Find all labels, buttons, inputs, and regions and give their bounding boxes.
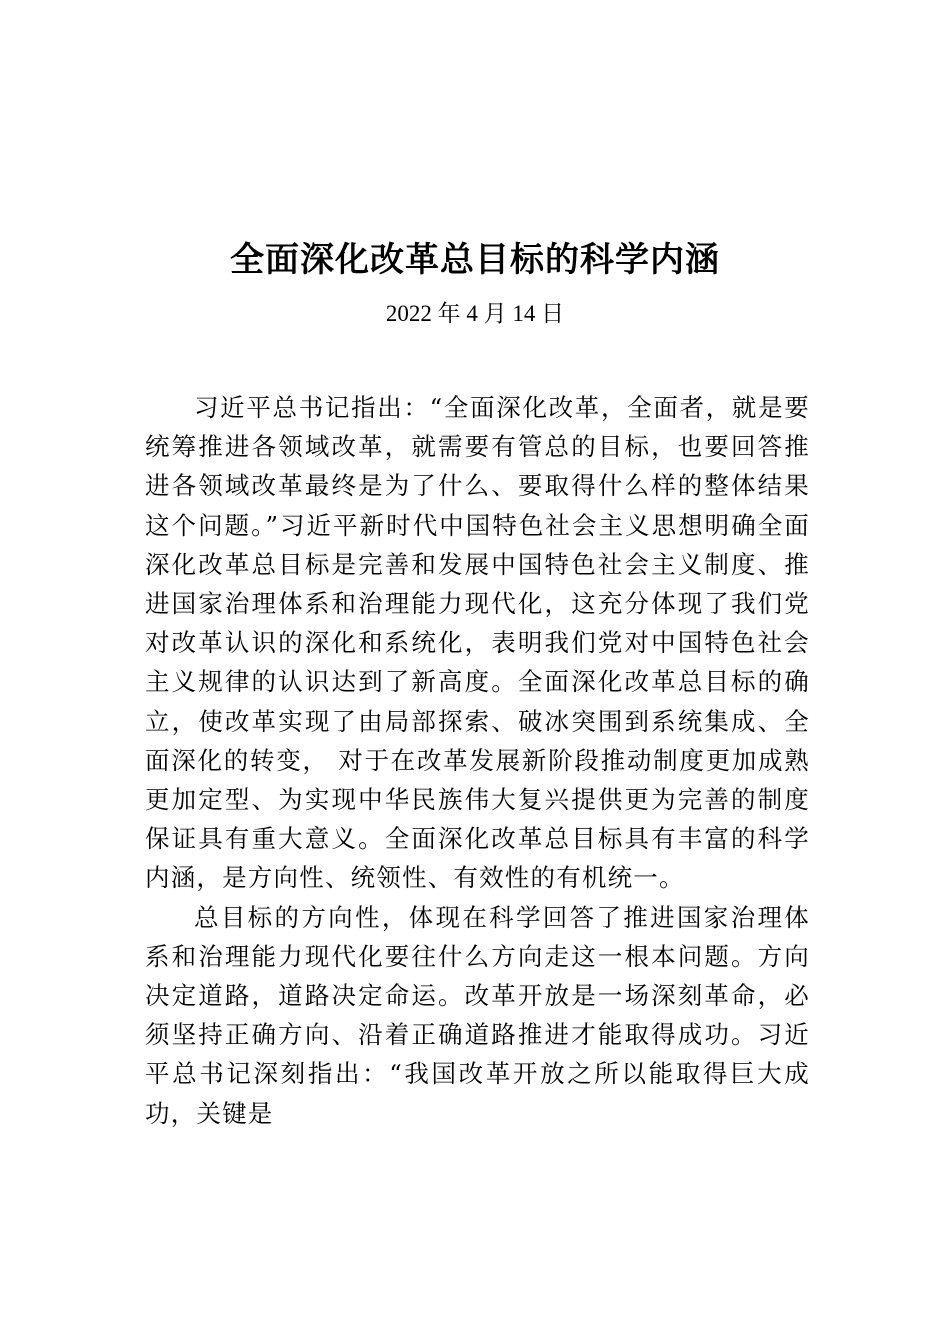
document-date: 2022 年 4 月 14 日 bbox=[385, 301, 565, 326]
document-title: 全面深化改革总目标的科学内涵 bbox=[230, 240, 720, 280]
paragraph: 习近平总书记指出：“全面深化改革，全面者，就是要统筹推进各领域改革，就需要有管总的目标，也要回答推进各领域改革最终是为了什么、要取得什么样的整体结果这个问题。”习近平新时代中国特色社会主义思想明确全面深化改革总目标是完善和发展中国特色社会主义制度、推进国家治理体系和治理能力现代化，这充分体现了我们党对改革认识的深化和系统化，表明我们党对中国特色社会主义规律的认识达到了新高度。全面深化改革总目标的确立，使改革实现了由局部探索、破冰突围到系统集成、全面深化的转变， 对于在改革发展新阶段推动制度更加成熟更加定型、为实现中华民族伟大复兴提供更为完善的制度保证具有重大意义。全面深化改革总目标具有丰富的科学内涵，是方向性、统领性、有效性的有机统一。 bbox=[145, 393, 810, 893]
paragraph: 总目标的方向性，体现在科学回答了推进国家治理体系和治理能力现代化要往什么方向走这一根本问题。方向决定道路，道路决定命运。改革开放是一场深刻革命，必须坚持正确方向、沿着正确道路推进才能取得成功。习近平总书记深刻指出：“我国改革开放之所以能取得巨大成功，关键是 bbox=[145, 902, 810, 1128]
document-body bbox=[145, 388, 810, 1133]
